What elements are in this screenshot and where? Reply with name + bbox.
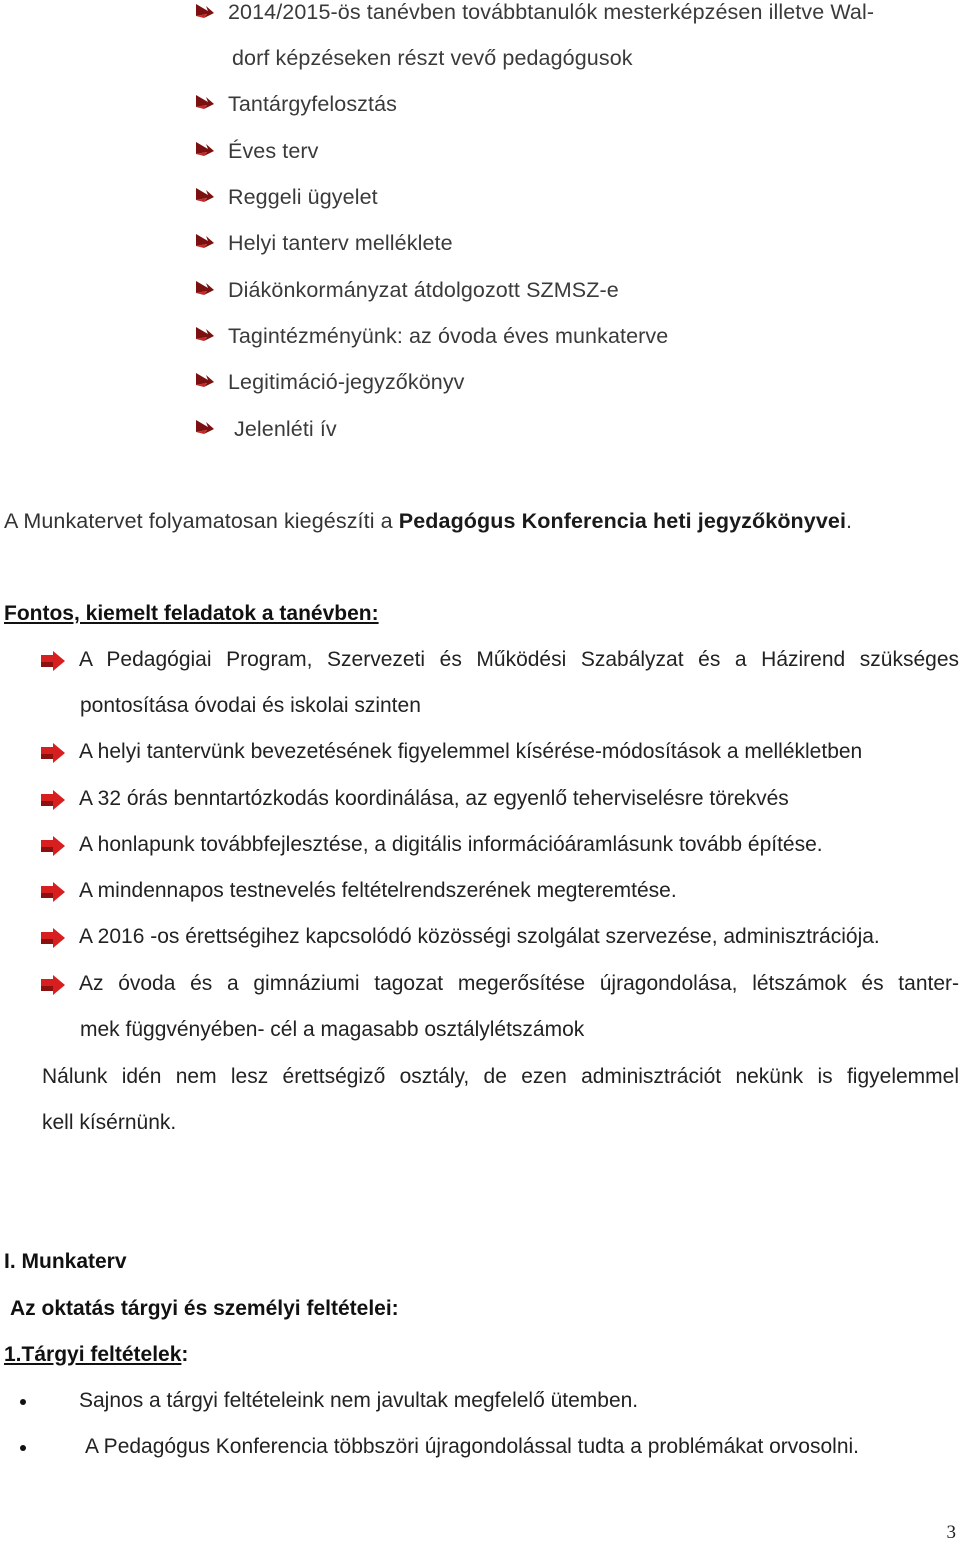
tasks-note-line2: kell kísérnünk. — [42, 1111, 177, 1134]
pointing-arrow-icon — [40, 881, 66, 903]
task-item-2: A helyi tantervünk bevezetésének figyelemmel kísérése-módosítások a mellékletben — [79, 740, 863, 763]
task-item-6: A 2016 -os érettségihez kapcsolódó közösségi szolgálat szervezése, adminisztrációja. — [79, 925, 880, 948]
summary-prefix: A Munkatervet folyamatosan kiegészíti a — [4, 509, 399, 533]
top-list-item-8: Legitimáció-jegyzőkönyv — [228, 370, 465, 394]
down-right-arrow-icon — [194, 232, 216, 252]
top-list-item-7: Tagintézményünk: az óvoda éves munkaterve — [228, 324, 669, 348]
down-right-arrow-icon — [194, 186, 216, 206]
bullet-dot-icon — [20, 1399, 26, 1405]
down-right-arrow-icon — [194, 140, 216, 160]
section-title: I. Munkaterv — [4, 1250, 127, 1273]
down-right-arrow-icon — [194, 418, 216, 438]
top-list-item-6: Diákönkormányzat átdolgozott SZMSZ-e — [228, 278, 619, 302]
tasks-note-line1: Nálunk idén nem lesz érettségiző osztály, de ezen adminisztrációt nekünk is figyelemmel — [42, 1065, 959, 1088]
pointing-arrow-icon — [40, 789, 66, 811]
pointing-arrow-icon — [40, 650, 66, 672]
task-item-7-line2: mek függvényében- cél a magasabb osztálylétszámok — [80, 1018, 585, 1041]
top-list-item-3: Éves terv — [228, 139, 319, 163]
top-list-item-9: Jelenléti ív — [234, 417, 337, 441]
section-bullet-1: Sajnos a tárgyi feltételeink nem javultak megfelelő ütemben. — [79, 1389, 639, 1412]
section-bullet-2: A Pedagógus Konferencia többszöri újragondolással tudta a problémákat orvosolni. — [85, 1435, 859, 1458]
down-right-arrow-icon — [194, 93, 216, 113]
task-item-5: A mindennapos testnevelés feltételrendszerének megteremtése. — [79, 879, 677, 902]
task-item-7-line1: Az óvoda és a gimnáziumi tagozat megerősítése újragondolása, létszámok és tanter- — [79, 972, 959, 995]
top-list-item-5: Helyi tanterv melléklete — [228, 231, 453, 255]
bullet-dot-icon — [20, 1445, 26, 1451]
task-item-3: A 32 órás benntartózkodás koordinálása, az egyenlő teherviselésre törekvés — [79, 787, 789, 810]
summary-suffix: . — [846, 509, 853, 533]
section-subtitle: Az oktatás tárgyi és személyi feltételei: — [10, 1297, 399, 1320]
section-subheading — [4, 1343, 188, 1367]
summary-bold: Pedagógus Konferencia heti jegyzőkönyvei — [398, 509, 847, 533]
tasks-heading: Fontos, kiemelt feladatok a tanévben: — [4, 602, 379, 625]
top-list-item-1-line2: dorf képzéseken részt vevő pedagógusok — [232, 46, 633, 70]
top-list-item-1-line1: 2014/2015-ös tanévben továbbtanulók mesterképzésen illetve Wal- — [228, 0, 875, 24]
down-right-arrow-icon — [194, 325, 216, 345]
subheading-colon: : — [181, 1343, 189, 1366]
summary-sentence — [4, 509, 852, 534]
task-item-1-line2: pontosítása óvodai és iskolai szinten — [80, 694, 421, 717]
down-right-arrow-icon — [194, 371, 216, 391]
pointing-arrow-icon — [40, 974, 66, 996]
pointing-arrow-icon — [40, 927, 66, 949]
task-item-1-line1: A Pedagógiai Program, Szervezeti és Működési Szabályzat és a Házirend szükséges — [79, 648, 959, 671]
pointing-arrow-icon — [40, 742, 66, 764]
page-number: 3 — [946, 1522, 956, 1543]
down-right-arrow-icon — [194, 279, 216, 299]
top-list-item-4: Reggeli ügyelet — [228, 185, 378, 209]
task-item-4: A honlapunk továbbfejlesztése, a digitális információáramlásunk tovább építése. — [79, 833, 823, 856]
pointing-arrow-icon — [40, 835, 66, 857]
down-right-arrow-icon — [194, 2, 216, 22]
top-list-item-2: Tantárgyfelosztás — [228, 92, 398, 116]
subheading-underlined: 1.Tárgyi feltételek — [4, 1343, 182, 1366]
